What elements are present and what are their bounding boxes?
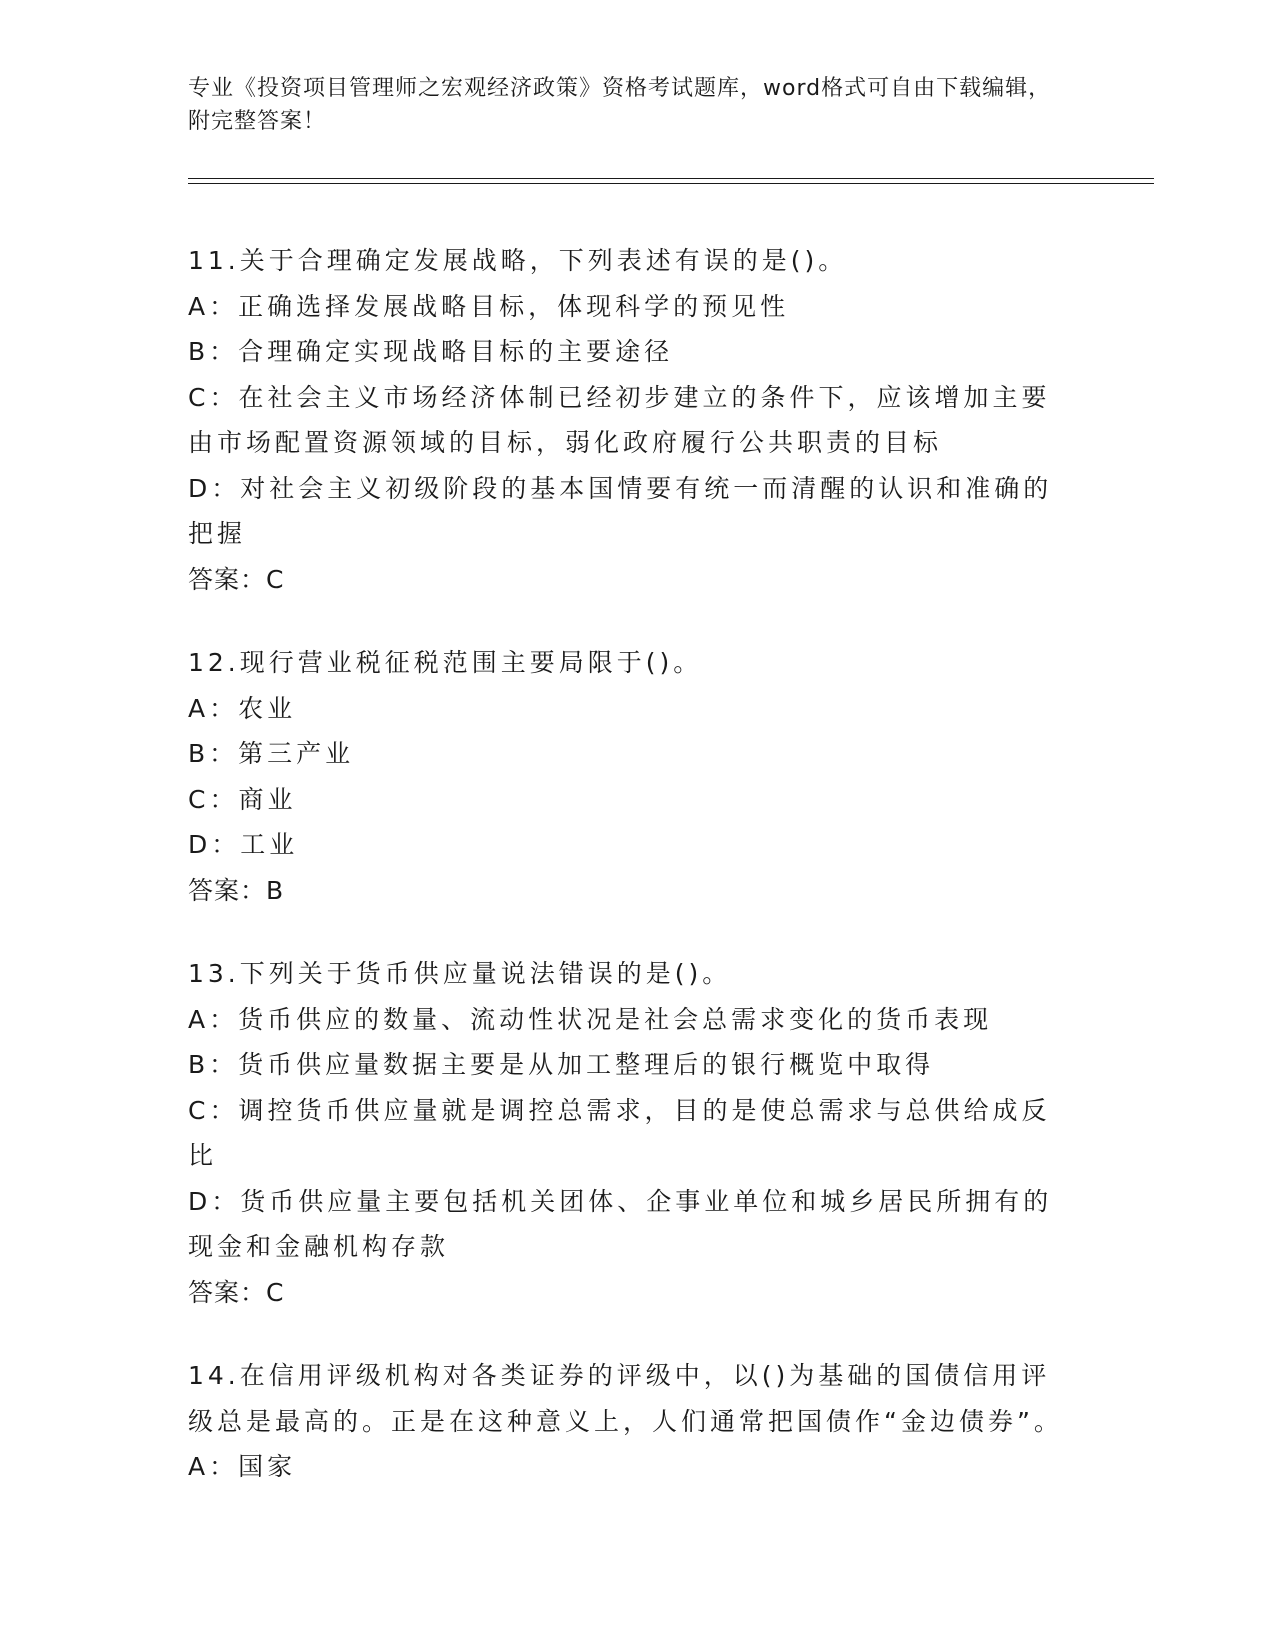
question-13: [188, 951, 1068, 1315]
question-list: [188, 238, 1068, 1528]
option-a: A：货币供应的数量、流动性状况是社会总需求变化的货币表现: [188, 1004, 993, 1034]
header-text: 专业《投资项目管理师之宏观经济政策》资格考试题库，word格式可自由下载编辑，附完整答案！: [188, 76, 1052, 134]
option-d: D：工业: [188, 830, 299, 859]
option-b: B：合理确定实现战略目标的主要途径: [188, 337, 674, 366]
question-stem: 14.在信用评级机构对各类证券的评级中，以()为基础的国债信用评级总是最高的。正是在这种意义上，人们通常把国债作“金边债券”。: [188, 1361, 1063, 1436]
option-a: A：农业: [188, 693, 297, 723]
document-header: [188, 72, 1068, 138]
question-11: [188, 238, 1068, 602]
option-a: A：国家: [188, 1452, 297, 1481]
question-stem: 13.下列关于货币供应量说法错误的是()。: [188, 959, 732, 988]
option-c: C：商业: [188, 784, 297, 814]
option-d: D：货币供应量主要包括机关团体、企事业单位和城乡居民所拥有的现金和金融机构存款: [188, 1186, 1053, 1261]
option-c: C：在社会主义市场经济体制已经初步建立的条件下，应该增加主要由市场配置资源领域的目标，弱化政府履行公共职责的目标: [188, 382, 1051, 457]
question-stem: 12.现行营业税征税范围主要局限于()。: [188, 648, 703, 677]
option-b: B：货币供应量数据主要是从加工整理后的银行概览中取得: [188, 1050, 935, 1079]
header-divider-top: [188, 178, 1154, 179]
header-divider-bottom: [188, 183, 1154, 184]
option-d: D：对社会主义初级阶段的基本国情要有统一而清醒的认识和准确的把握: [188, 473, 1053, 548]
question-12: [188, 640, 1068, 913]
option-a: A：正确选择发展战略目标，体现科学的预见性: [188, 291, 790, 321]
answer: 答案：C: [188, 1277, 285, 1307]
option-b: B：第三产业: [188, 739, 355, 768]
question-stem: 11.关于合理确定发展战略，下列表述有误的是()。: [188, 246, 848, 275]
question-14: [188, 1353, 1068, 1490]
answer: 答案：B: [188, 875, 285, 905]
answer: 答案：C: [188, 564, 285, 594]
option-c: C：调控货币供应量就是调控总需求，目的是使总需求与总供给成反比: [188, 1095, 1051, 1170]
